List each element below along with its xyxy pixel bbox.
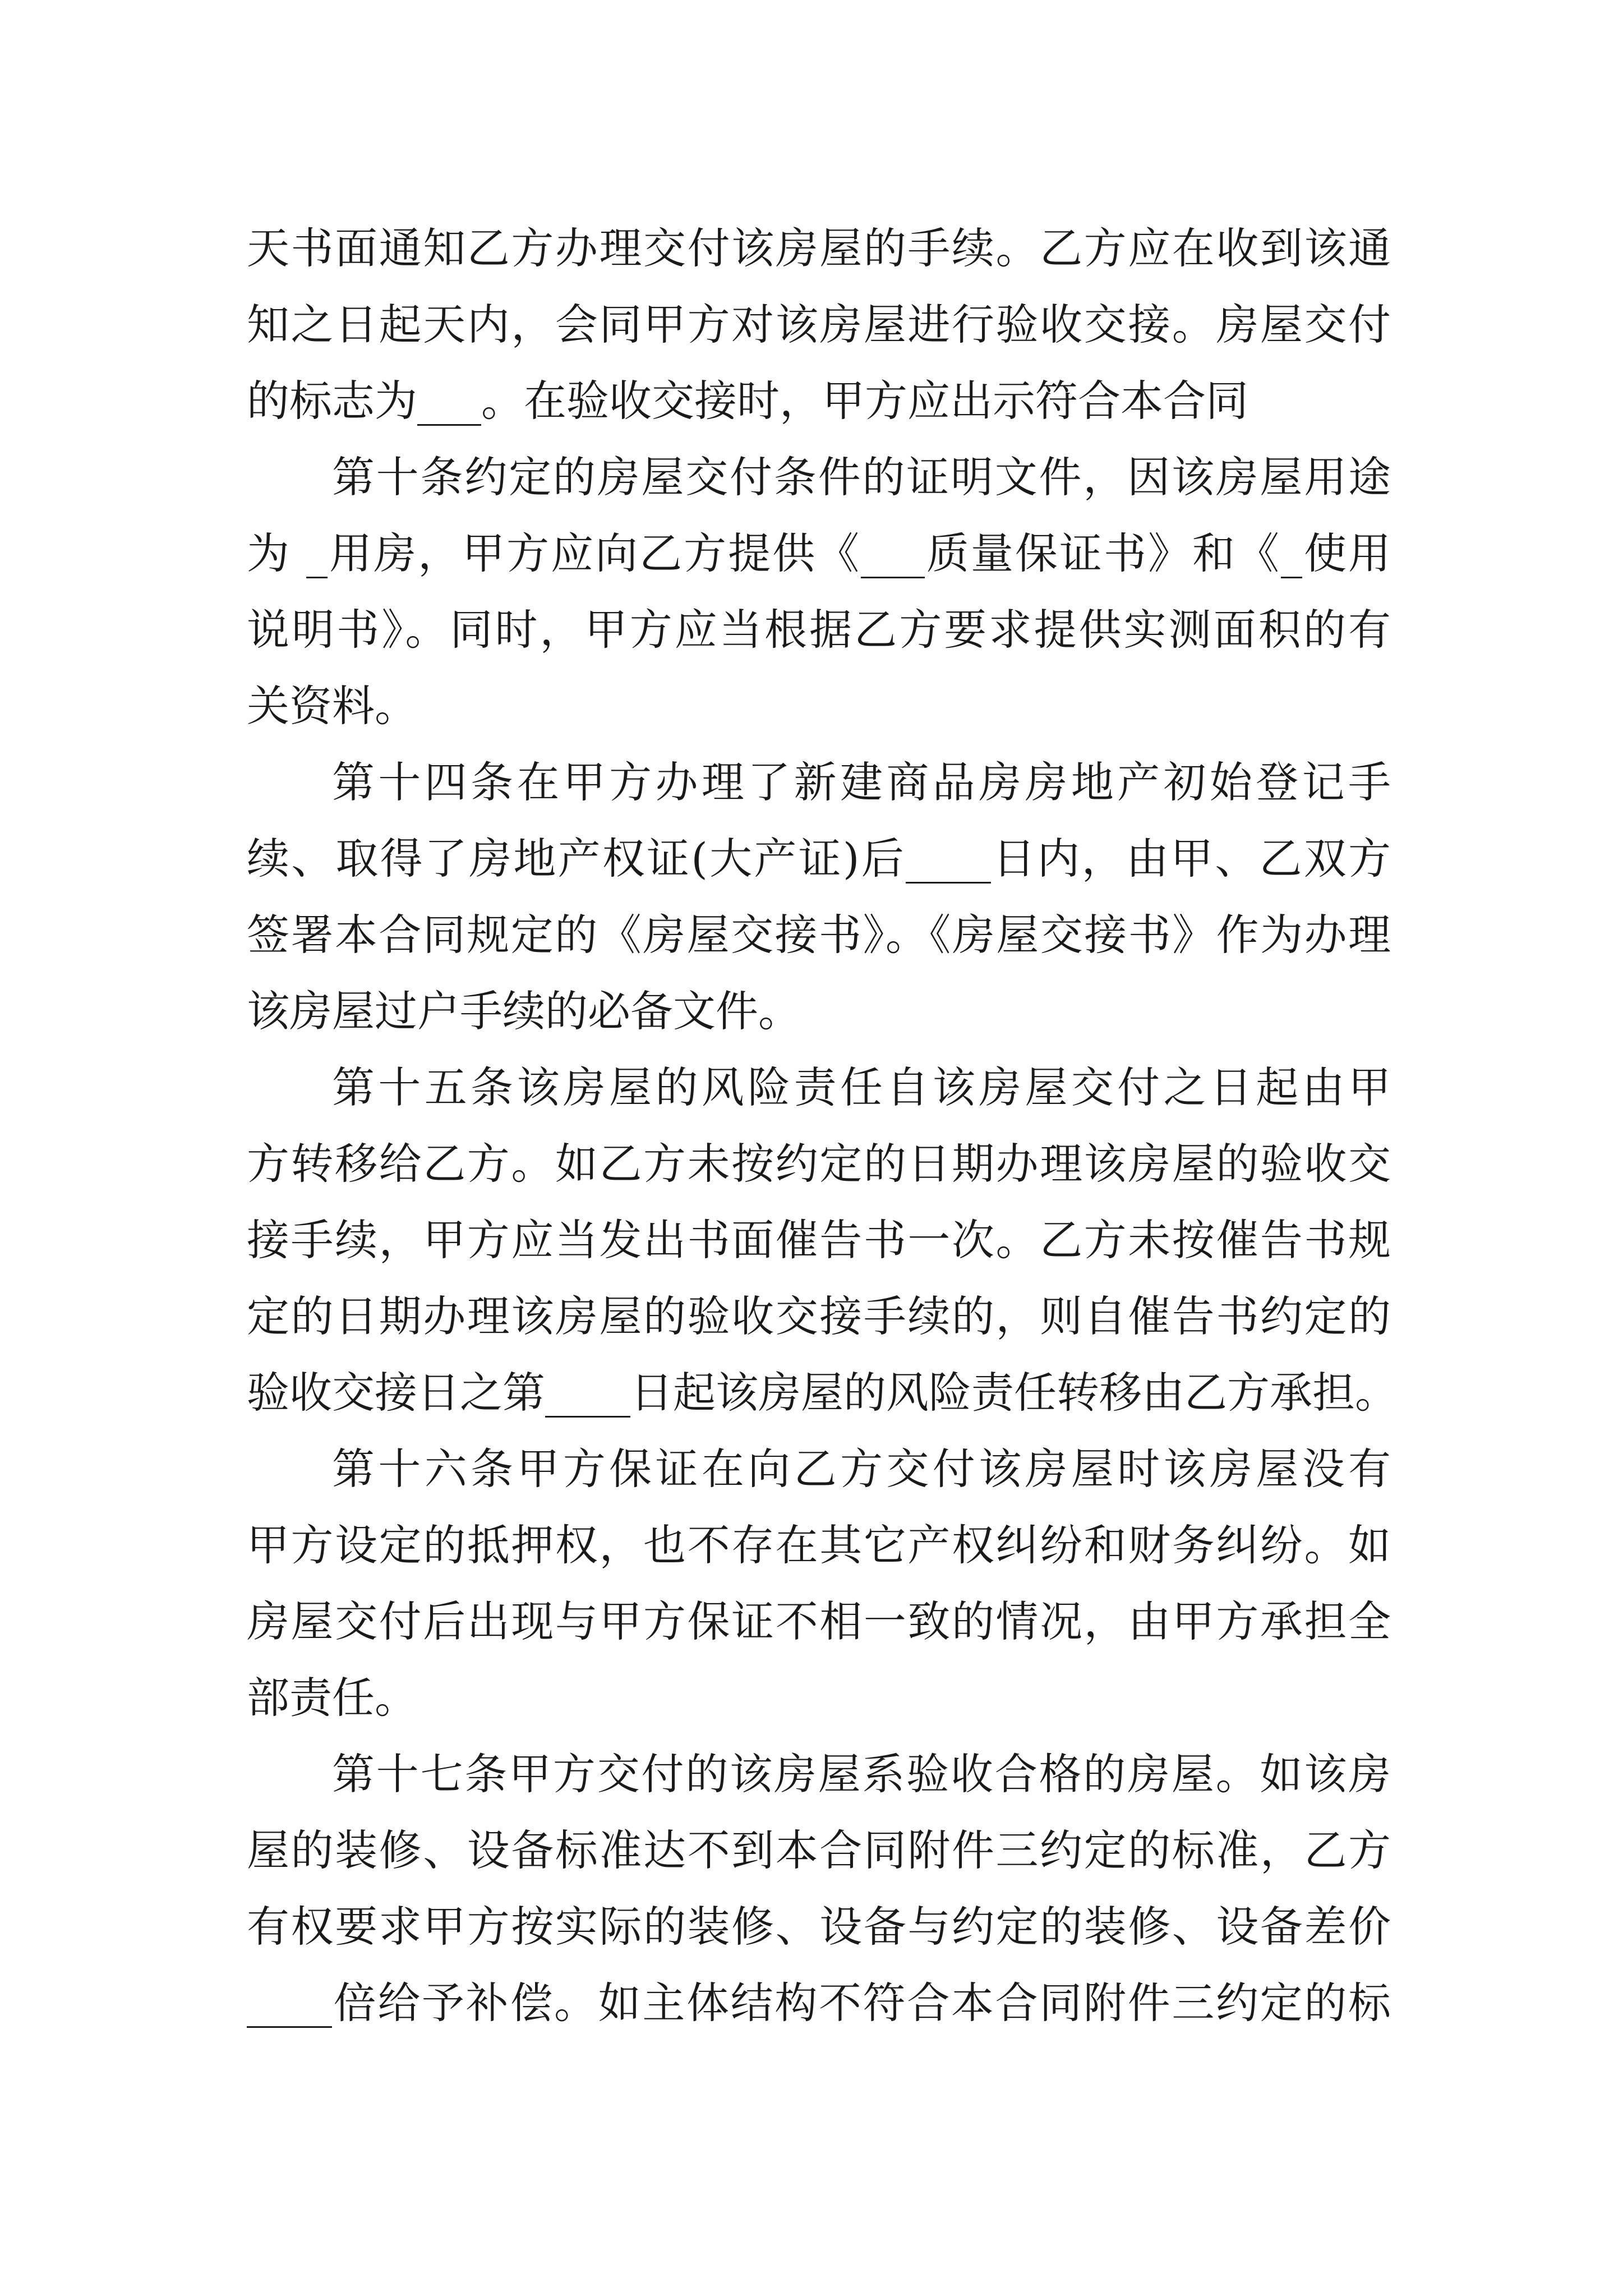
text-line: 第十条约定的房屋交付条件的证明文件，因该房屋用途: [332, 452, 1391, 502]
text-line: 的标志为___。在验收交接时，甲方应出示符合本合同: [247, 376, 1248, 426]
text-line: 接手续，甲方应当发出书面催告书一次。乙方未按催告书规: [247, 1215, 1391, 1265]
paragraph-continuation: [247, 210, 1391, 439]
text-line: 甲方设定的抵押权，也不存在其它产权纠纷和财务纠纷。如: [247, 1520, 1391, 1570]
paragraph-article-15: [247, 1050, 1398, 1431]
paragraph-article-10: [247, 439, 1391, 744]
text-line: 为 _用房，甲方应向乙方提供《___质量保证书》和《_使用: [247, 528, 1391, 578]
text-line: 第十七条甲方交付的该房屋系验收合格的房屋。如该房: [332, 1749, 1391, 1799]
text-line: 第十六条甲方保证在向乙方交付该房屋时该房屋没有: [332, 1444, 1391, 1494]
text-line: 签署本合同规定的《房屋交接书》。《房屋交接书》作为办理: [247, 910, 1391, 960]
text-line: 知之日起天内，会同甲方对该房屋进行验收交接。房屋交付: [247, 300, 1391, 349]
text-line: 验收交接日之第____日起该房屋的风险责任转移由乙方承担。: [247, 1368, 1398, 1418]
text-line: 天书面通知乙方办理交付该房屋的手续。乙方应在收到该通: [247, 223, 1391, 273]
paragraph-article-17: [247, 1736, 1391, 2041]
text-line: 第十五条该房屋的风险责任自该房屋交付之日起由甲: [332, 1062, 1391, 1112]
paragraph-article-16: [247, 1431, 1391, 1736]
text-line: 说明书》。同时，甲方应当根据乙方要求提供实测面积的有: [247, 605, 1391, 655]
text-line: 有权要求甲方按实际的装修、设备与约定的装修、设备差价: [247, 1902, 1391, 1952]
text-line: 关资料。: [247, 681, 417, 731]
text-line: 该房屋过户手续的必备文件。: [247, 986, 801, 1036]
text-line: ____倍给予补偿。如主体结构不符合本合同附件三约定的标: [247, 1978, 1391, 2028]
document-body: [247, 210, 1398, 2041]
paragraph-article-14: [247, 744, 1391, 1050]
text-line: 方转移给乙方。如乙方未按约定的日期办理该房屋的验收交: [247, 1139, 1391, 1189]
text-line: 屋的装修、设备标准达不到本合同附件三约定的标准，乙方: [247, 1825, 1391, 1875]
text-line: 第十四条在甲方办理了新建商品房房地产初始登记手: [332, 757, 1391, 807]
text-line: 部责任。: [247, 1673, 417, 1723]
text-line: 定的日期办理该房屋的验收交接手续的，则自催告书约定的: [247, 1291, 1391, 1341]
text-line: 房屋交付后出现与甲方保证不相一致的情况，由甲方承担全: [247, 1596, 1391, 1646]
text-line: 续、取得了房地产权证(大产证)后____日内，由甲、乙双方: [247, 834, 1391, 884]
